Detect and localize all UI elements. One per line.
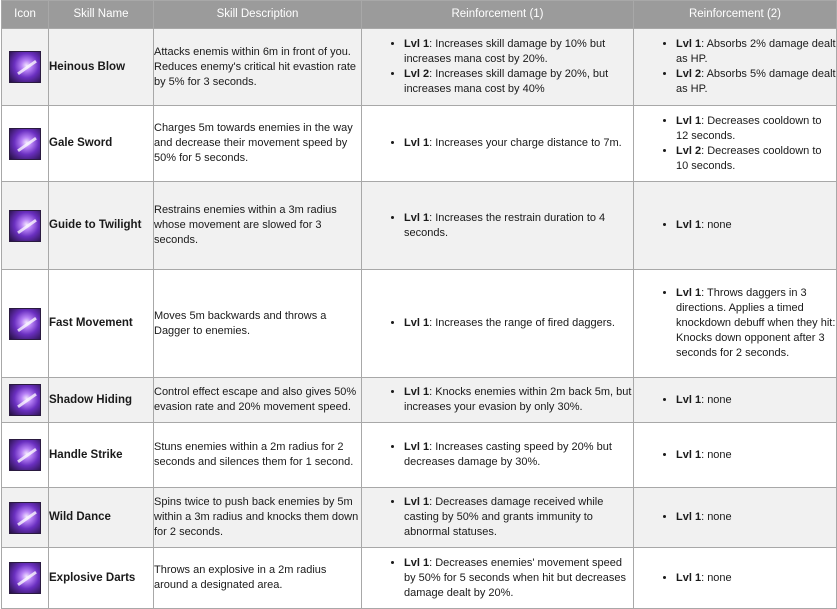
- level-label: Lvl 1: [676, 511, 702, 523]
- table-body: [2, 29, 837, 609]
- level-list: [634, 448, 836, 463]
- level-label: Lvl 2: [676, 144, 702, 157]
- skill-name: Wild Dance: [49, 488, 154, 548]
- header-reinforcement-1: Reinforcement (1): [362, 1, 634, 29]
- skill-name: Shadow Hiding: [49, 378, 154, 423]
- level-item: [676, 114, 836, 144]
- level-list: [634, 393, 836, 408]
- level-text: : Decreases cooldown to 12 seconds.: [676, 114, 822, 142]
- skill-description: Charges 5m towards enemies in the way and decrease their movement speed by 50% for 5 seconds.: [154, 106, 362, 182]
- level-item: [676, 393, 836, 408]
- level-item: [676, 144, 836, 174]
- level-label: Lvl 1: [404, 556, 430, 569]
- wind-sword-icon: [9, 128, 41, 160]
- twilight-restrain-icon: [9, 210, 41, 242]
- header-skill-description: Skill Description: [154, 1, 362, 29]
- reinforcement-2-cell: [634, 270, 837, 378]
- level-text: : Decreases cooldown to 10 seconds.: [676, 144, 822, 172]
- level-list: [634, 571, 836, 586]
- level-list: [362, 37, 633, 97]
- level-text: : Decreases damage received while casting by 50% and grants immunity to abnormal statuses.: [404, 496, 604, 538]
- level-label: Lvl 1: [404, 386, 430, 398]
- level-label: Lvl 1: [676, 393, 702, 406]
- handle-strike-icon: [9, 439, 41, 471]
- level-label: Lvl 1: [676, 287, 702, 299]
- level-item: [404, 316, 633, 331]
- reinforcement-2-cell: [634, 378, 837, 423]
- table-row: [2, 106, 837, 182]
- table-row: [2, 548, 837, 609]
- slash-sword-icon: [9, 51, 41, 83]
- reinforcement-2-cell: [634, 423, 837, 488]
- level-text: : Decreases enemies' movement speed by 50% for 5 seconds when hit but decreases damage dealt by 20%.: [404, 556, 626, 599]
- icon-cell: [2, 270, 49, 378]
- level-item: [676, 218, 836, 233]
- skill-name: Handle Strike: [49, 423, 154, 488]
- wild-dance-icon: [9, 502, 41, 534]
- level-list: [634, 37, 836, 97]
- reinforcement-1-cell: [362, 106, 634, 182]
- level-label: Lvl 1: [404, 496, 430, 508]
- level-item: [676, 571, 836, 586]
- skill-description: Moves 5m backwards and throws a Dagger to enemies.: [154, 270, 362, 378]
- level-label: Lvl 1: [404, 317, 430, 329]
- level-text: : Throws daggers in 3 directions. Applies a timed knockdown debuff when they hit: Knocks down opponent after 3 seconds for 2 seconds.: [676, 287, 836, 359]
- dagger-throw-icon: [9, 308, 41, 340]
- reinforcement-1-cell: [362, 548, 634, 609]
- level-text: : none: [701, 511, 732, 523]
- level-list: [634, 286, 836, 361]
- level-label: Lvl 1: [676, 448, 702, 461]
- level-label: Lvl 1: [676, 219, 702, 231]
- level-label: Lvl 1: [404, 441, 430, 453]
- level-item: [404, 495, 633, 540]
- reinforcement-1-cell: [362, 488, 634, 548]
- level-text: : Increases the range of fired daggers.: [429, 317, 615, 329]
- icon-cell: [2, 488, 49, 548]
- reinforcement-1-cell: [362, 423, 634, 488]
- skill-name: Explosive Darts: [49, 548, 154, 609]
- icon-cell: [2, 29, 49, 106]
- reinforcement-2-cell: [634, 182, 837, 270]
- table-row: [2, 378, 837, 423]
- skill-description: Throws an explosive in a 2m radius around a designated area.: [154, 548, 362, 609]
- level-label: Lvl 2: [404, 68, 430, 80]
- level-item: [676, 510, 836, 525]
- level-list: [362, 495, 633, 540]
- header-reinforcement-2: Reinforcement (2): [634, 1, 837, 29]
- level-label: Lvl 1: [676, 571, 702, 584]
- skill-description: Control effect escape and also gives 50% evasion rate and 20% movement speed.: [154, 378, 362, 423]
- level-text: : Increases skill damage by 10% but increases mana cost by 20%.: [404, 38, 606, 65]
- skill-description: Stuns enemies within a 2m radius for 2 seconds and silences them for 1 second.: [154, 423, 362, 488]
- skill-name: Fast Movement: [49, 270, 154, 378]
- shadow-hiding-icon: [9, 384, 41, 416]
- skills-table: [1, 0, 837, 609]
- level-item: [676, 37, 836, 67]
- reinforcement-1-cell: [362, 29, 634, 106]
- skill-name: Heinous Blow: [49, 29, 154, 106]
- level-label: Lvl 1: [404, 38, 430, 50]
- table-row: [2, 270, 837, 378]
- icon-cell: [2, 106, 49, 182]
- level-item: [676, 286, 836, 361]
- level-label: Lvl 1: [676, 114, 702, 127]
- level-list: [362, 440, 633, 470]
- header-skill-name: Skill Name: [49, 1, 154, 29]
- level-item: [404, 440, 633, 470]
- level-text: : Absorbs 2% damage dealt as HP.: [676, 38, 836, 65]
- table-row: [2, 182, 837, 270]
- skill-name: Guide to Twilight: [49, 182, 154, 270]
- table-row: [2, 29, 837, 106]
- reinforcement-2-cell: [634, 548, 837, 609]
- level-item: [676, 67, 836, 97]
- reinforcement-1-cell: [362, 182, 634, 270]
- level-text: : Knocks enemies within 2m back 5m, but increases your evasion by only 30%.: [404, 386, 632, 413]
- level-label: Lvl 2: [676, 68, 702, 80]
- level-item: [404, 67, 633, 97]
- explosive-darts-icon: [9, 562, 41, 594]
- level-text: : Increases casting speed by 20% but decreases damage by 30%.: [404, 441, 612, 468]
- level-list: [362, 556, 633, 601]
- level-list: [362, 385, 633, 415]
- table-row: [2, 423, 837, 488]
- level-list: [634, 114, 836, 174]
- table-row: [2, 488, 837, 548]
- icon-cell: [2, 423, 49, 488]
- level-list: [362, 211, 633, 241]
- level-list: [362, 136, 633, 151]
- skill-name: Gale Sword: [49, 106, 154, 182]
- reinforcement-2-cell: [634, 488, 837, 548]
- icon-cell: [2, 548, 49, 609]
- level-label: Lvl 1: [676, 38, 702, 50]
- level-item: [404, 556, 633, 601]
- level-text: : Increases the restrain duration to 4 seconds.: [404, 211, 606, 239]
- level-item: [404, 385, 633, 415]
- level-item: [676, 448, 836, 463]
- skill-description: Restrains enemies within a 3m radius whose movement are slowed for 3 seconds.: [154, 182, 362, 270]
- level-item: [404, 211, 633, 241]
- level-text: : none: [701, 448, 732, 461]
- level-text: : Absorbs 5% damage dealt as HP.: [676, 68, 836, 95]
- level-text: : none: [701, 393, 732, 406]
- reinforcement-1-cell: [362, 378, 634, 423]
- level-item: [404, 37, 633, 67]
- level-label: Lvl 1: [404, 137, 430, 149]
- level-list: [362, 316, 633, 331]
- header-row: [2, 1, 837, 29]
- icon-cell: [2, 182, 49, 270]
- level-text: : none: [701, 571, 732, 584]
- level-text: : none: [701, 219, 732, 231]
- level-text: : Increases your charge distance to 7m.: [429, 137, 622, 149]
- icon-cell: [2, 378, 49, 423]
- level-item: [404, 136, 633, 151]
- level-text: : Increases skill damage by 20%, but increases mana cost by 40%: [404, 68, 609, 95]
- reinforcement-2-cell: [634, 29, 837, 106]
- header-icon: Icon: [2, 1, 49, 29]
- level-label: Lvl 1: [404, 211, 430, 224]
- level-list: [634, 510, 836, 525]
- reinforcement-1-cell: [362, 270, 634, 378]
- skill-description: Spins twice to push back enemies by 5m within a 3m radius and knocks them down for 2 seconds.: [154, 488, 362, 548]
- table-header: [2, 1, 837, 29]
- reinforcement-2-cell: [634, 106, 837, 182]
- skill-description: Attacks enemis within 6m in front of you. Reduces enemy's critical hit evastion rate by 5% for 3 seconds.: [154, 29, 362, 106]
- level-list: [634, 218, 836, 233]
